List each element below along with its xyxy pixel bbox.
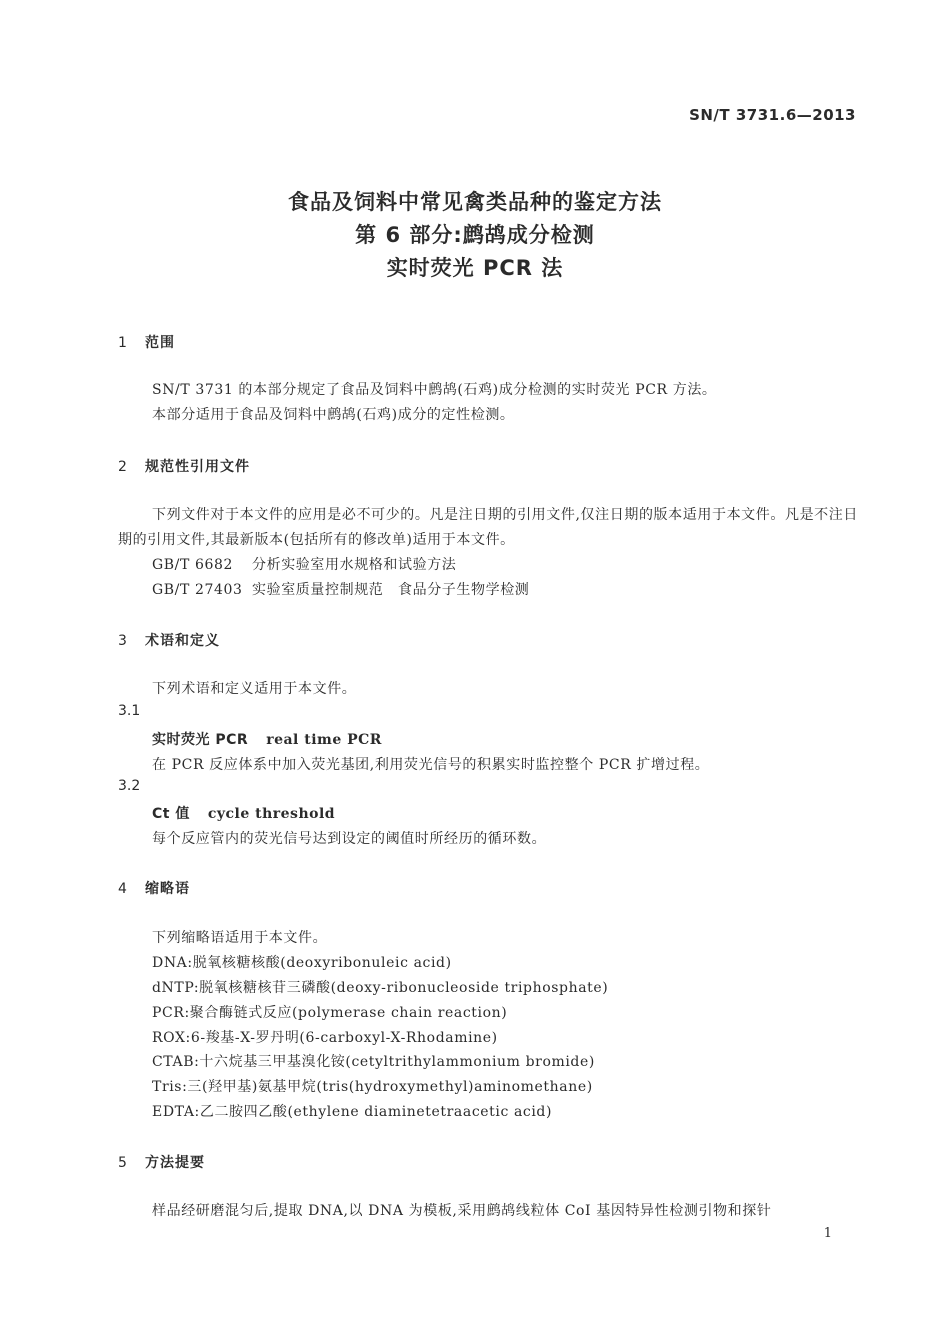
section-4-paragraph: 下列缩略语适用于本文件。 <box>152 930 328 946</box>
reference-item <box>152 578 529 603</box>
term-en: cycle threshold <box>207 806 336 822</box>
page-number: 1 <box>823 1226 832 1241</box>
section-3-heading <box>118 630 220 650</box>
document-title <box>0 186 950 285</box>
section-1-paragraph-2: 本部分适用于食品及饲料中鹧鸪(石鸡)成分的定性检测。 <box>152 407 515 423</box>
section-title: 规范性引用文件 <box>145 459 250 475</box>
reference-title: 分析实验室用水规格和试验方法 <box>252 557 457 573</box>
section-title: 范围 <box>145 335 175 351</box>
section-title: 缩略语 <box>145 881 190 897</box>
abbreviation-item: PCR:聚合酶链式反应(polymerase chain reaction) <box>152 1005 508 1021</box>
term-en: real time PCR <box>266 732 382 748</box>
section-title: 方法提要 <box>145 1155 205 1171</box>
section-5-paragraph: 样品经研磨混匀后,提取 DNA,以 DNA 为模板,采用鹧鸪线粒体 CoI 基因特异性检测引物和探针 <box>152 1203 772 1219</box>
term-name <box>152 729 382 749</box>
abbreviation-item: CTAB:十六烷基三甲基溴化铵(cetyltrithylammonium bromide) <box>152 1054 595 1070</box>
term-cn: Ct 值 <box>152 806 190 822</box>
section-number: 1 <box>118 335 128 351</box>
standard-number: SN/T 3731.6—2013 <box>689 106 856 124</box>
section-number: 4 <box>118 881 128 897</box>
section-4-heading <box>118 878 190 898</box>
section-number: 5 <box>118 1155 128 1171</box>
section-2-paragraph: 下列文件对于本文件的应用是必不可少的。凡是注日期的引用文件,仅注日期的版本适用于本文件。凡是不注日期的引用文件,其最新版本(包括所有的修改单)适用于本文件。 <box>118 507 858 548</box>
reference-code: GB/T 27403 <box>152 582 243 598</box>
title-line-1: 食品及饲料中常见禽类品种的鉴定方法 <box>288 190 662 214</box>
term-definition: 在 PCR 反应体系中加入荧光基团,利用荧光信号的积累实时监控整个 PCR 扩增过程。 <box>152 757 710 773</box>
term-name <box>152 803 335 823</box>
section-number: 3 <box>118 633 128 649</box>
term-number: 3.2 <box>118 778 141 794</box>
term-cn: 实时荧光 PCR <box>152 732 249 748</box>
abbreviation-item: DNA:脱氧核糖核酸(deoxyribonuleic acid) <box>152 955 452 971</box>
abbreviation-item: ROX:6-羧基-X-罗丹明(6-carboxyl-X-Rhodamine) <box>152 1030 498 1046</box>
section-3-paragraph: 下列术语和定义适用于本文件。 <box>152 681 357 697</box>
section-5-heading <box>118 1152 205 1172</box>
term-definition: 每个反应管内的荧光信号达到设定的阈值时所经历的循环数。 <box>152 831 547 847</box>
section-title: 术语和定义 <box>145 633 220 649</box>
reference-item <box>152 553 456 578</box>
title-line-3: 实时荧光 PCR 法 <box>386 256 564 280</box>
abbreviation-item: EDTA:乙二胺四乙酸(ethylene diaminetetraacetic acid) <box>152 1104 553 1120</box>
reference-code: GB/T 6682 <box>152 557 234 573</box>
section-2-heading <box>118 456 250 476</box>
abbreviation-item: Tris:三(羟甲基)氨基甲烷(tris(hydroxymethyl)aminomethane) <box>152 1079 593 1095</box>
term-number: 3.1 <box>118 703 141 719</box>
title-line-2: 第 6 部分:鹧鸪成分检测 <box>355 223 595 247</box>
section-1-heading <box>118 332 175 352</box>
reference-title: 实验室质量控制规范 食品分子生物学检测 <box>252 582 530 598</box>
section-1-paragraph-1: SN/T 3731 的本部分规定了食品及饲料中鹧鸪(石鸡)成分检测的实时荧光 PCR 方法。 <box>152 382 717 398</box>
section-number: 2 <box>118 459 128 475</box>
abbreviation-item: dNTP:脱氧核糖核苷三磷酸(deoxy-ribonucleoside triphosphate) <box>152 980 609 996</box>
